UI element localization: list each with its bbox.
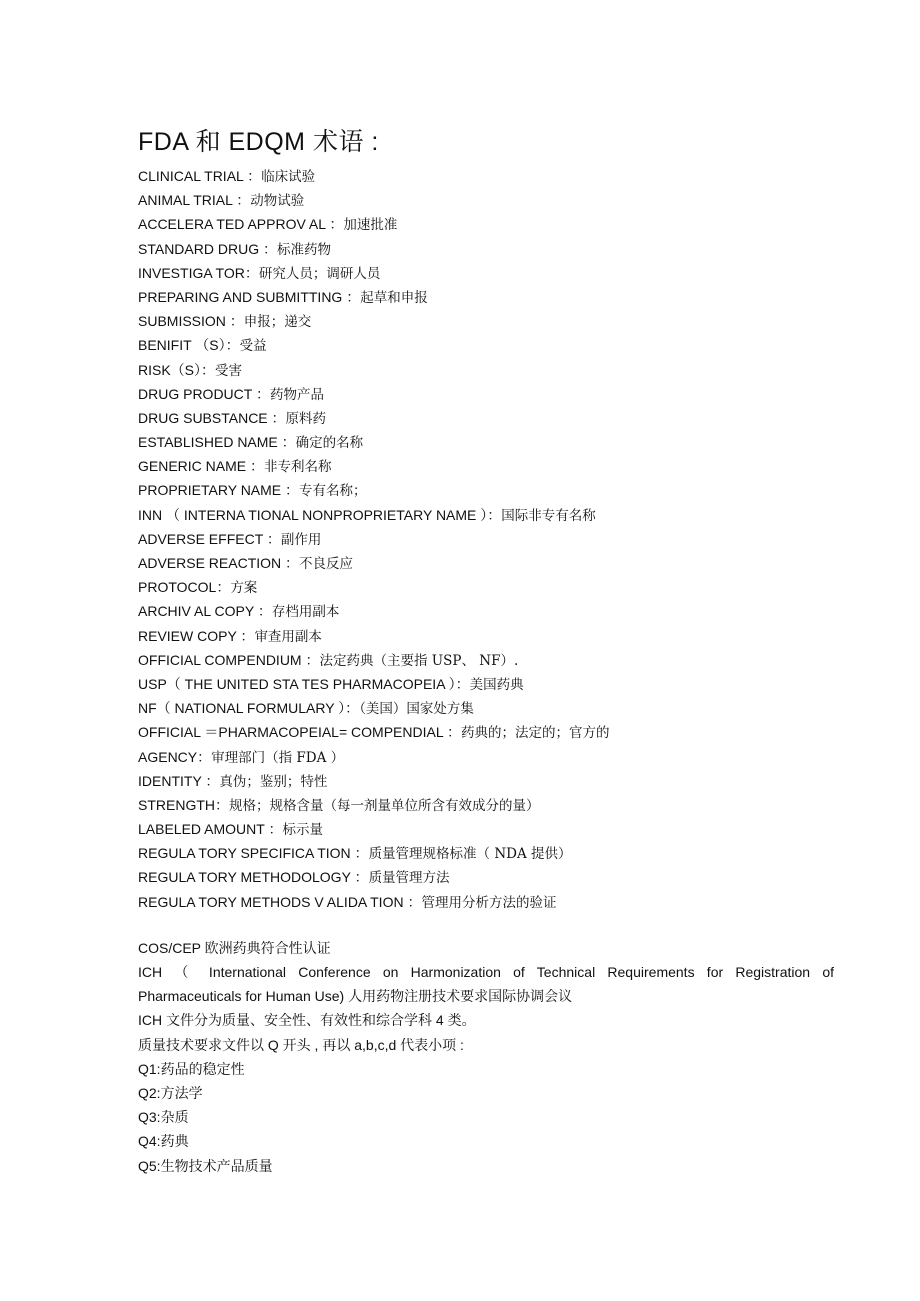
term-en: DRUG PRODUCT ： [138, 385, 270, 402]
term-zh: 法定药典（主要指 USP、 NF）. [319, 652, 519, 669]
term-row [138, 309, 838, 333]
term-en: CLINICAL TRIAL ： [138, 168, 262, 184]
term-zh: 受益 [239, 338, 267, 355]
term-row [138, 333, 838, 357]
term-row [138, 841, 838, 865]
term-en: ACCELERA TED APPROV AL ： [138, 216, 344, 233]
term-zh: 方案 [230, 580, 258, 597]
page-title: FDA 和 EDQM 术语 : [138, 128, 379, 156]
term-zh: 副作用 [280, 531, 322, 548]
term-row [138, 696, 838, 720]
list-item: Q1:药品的稳定性 [138, 1060, 245, 1077]
term-row [138, 406, 838, 430]
term-zh: 药物产品 [269, 386, 324, 403]
term-en: REGULA TORY METHODOLOGY ： [138, 869, 369, 886]
term-zh: 加速批准 [343, 217, 398, 234]
term-zh: 原料药 [285, 410, 327, 427]
term-list [138, 164, 838, 914]
term-row [138, 188, 838, 212]
term-en: NF（ NATIONAL FORMULARY ）： [138, 700, 360, 717]
term-row [138, 817, 838, 841]
term-en: USP（ THE UNITED STA TES PHARMACOPEIA ）： [138, 675, 470, 692]
term-row [138, 237, 838, 261]
term-en: PREPARING AND SUBMITTING ： [138, 288, 361, 305]
term-row [138, 720, 838, 744]
ich-categories-line: ICH 文件分为质量、安全性、有效性和综合学科 4 类。 [138, 1012, 476, 1029]
term-en: LABELED AMOUNT ： [138, 821, 283, 838]
term-en: ESTABLISHED NAME ： [138, 434, 296, 451]
term-en: AGENCY： [138, 748, 212, 765]
list-item: Q3:杂质 [138, 1109, 189, 1126]
list-item: Q4:药典 [138, 1133, 189, 1150]
term-en: OFFICIAL COMPENDIUM ： [138, 651, 320, 668]
list-item: Q5:生物技术产品质量 [138, 1157, 273, 1174]
term-row [138, 745, 838, 769]
term-en: OFFICIAL ＝PHARMACOPEIAL= COMPENDIAL ： [138, 724, 461, 741]
term-en: IDENTITY ： [138, 772, 220, 789]
term-zh: 存档用副本 [271, 604, 340, 621]
term-row [138, 672, 838, 696]
term-en: ADVERSE EFFECT ： [138, 530, 281, 547]
term-zh: 质量管理方法 [368, 870, 450, 887]
term-en: RISK（S）： [138, 361, 216, 378]
term-row [138, 648, 838, 672]
cos-cep-line: COS/CEP 欧洲药典符合性认证 [138, 939, 331, 956]
term-zh: 国际非专有名称 [501, 507, 596, 524]
term-row [138, 865, 838, 889]
term-zh: 非专利名称 [264, 459, 332, 476]
term-zh: 规格；规格含量（每一剂量单位所含有效成分的量） [229, 797, 540, 814]
term-en: REGULA TORY METHODS V ALIDA TION ： [138, 893, 422, 910]
term-en: PROPRIETARY NAME ： [138, 482, 300, 499]
term-zh: 起草和申报 [360, 289, 428, 306]
term-en: SUBMISSION ： [138, 313, 244, 330]
term-zh: 申报；递交 [243, 314, 312, 331]
term-en: STRENGTH： [138, 796, 229, 813]
term-zh: 标示量 [282, 822, 323, 839]
term-zh: 审理部门（指 FDA ） [211, 749, 345, 766]
document-page [138, 120, 838, 1178]
term-row [138, 261, 838, 285]
term-row [138, 527, 838, 551]
term-row [138, 285, 838, 309]
section-spacer [138, 914, 838, 936]
q-item-list [138, 1057, 838, 1178]
quality-intro-line: 质量技术要求文件以 Q 开头 , 再以 a,b,c,d 代表小项 : [138, 1036, 464, 1053]
term-zh: 不良反应 [299, 556, 354, 572]
term-zh: 标准药物 [276, 241, 331, 258]
term-row [138, 575, 838, 599]
term-zh: （美国）国家处方集 [359, 701, 474, 718]
term-row [138, 478, 838, 502]
term-row [138, 551, 838, 575]
term-zh: 受害 [215, 362, 243, 379]
term-en: DRUG SUBSTANCE ： [138, 409, 286, 426]
term-zh: 管理用分析方法的验证 [421, 894, 557, 911]
term-zh: 确定的名称 [295, 435, 364, 452]
term-zh: 真伪；鉴别；特性 [219, 773, 328, 790]
term-row [138, 599, 838, 623]
term-zh: 研究人员；调研人员 [258, 265, 381, 282]
term-en: ARCHIV AL COPY ： [138, 603, 272, 620]
term-row [138, 890, 838, 914]
term-en: BENIFIT （S）： [138, 337, 240, 354]
term-en: STANDARD DRUG ： [138, 240, 277, 257]
term-row [138, 430, 838, 454]
term-zh: 美国药典 [469, 676, 524, 693]
term-zh: 药典的；法定的；官方的 [460, 725, 610, 742]
term-row [138, 769, 838, 793]
term-row [138, 358, 838, 382]
term-en: INN （ INTERNA TIONAL NONPROPRIETARY NAME ）： [138, 506, 502, 523]
term-en: GENERIC NAME ： [138, 458, 265, 475]
term-row [138, 212, 838, 236]
list-item: Q2:方法学 [138, 1085, 203, 1102]
ich-definition-line: ICH （ International Conference on Harmonization of Technical Requirements for Registration of [138, 964, 834, 981]
term-row [138, 454, 838, 478]
term-zh: 动物试验 [250, 193, 305, 210]
term-zh: 专有名称； [299, 483, 367, 500]
term-en: PROTOCOL： [138, 579, 231, 596]
term-zh: 临床试验 [261, 169, 316, 185]
term-en: ANIMAL TRIAL ： [138, 192, 251, 209]
term-en: ADVERSE REACTION ： [138, 555, 300, 571]
term-zh: 审查用副本 [254, 628, 322, 645]
term-row [138, 503, 838, 527]
term-en: INVESTIGA TOR： [138, 264, 259, 281]
ich-definition-continuation: Pharmaceuticals for Human Use) 人用药物注册技术要求国际协调会议 [138, 988, 573, 1005]
term-en: REGULA TORY SPECIFICA TION ： [138, 845, 369, 862]
term-row [138, 793, 838, 817]
term-zh: 质量管理规格标准（ NDA 提供） [368, 846, 572, 863]
term-row [138, 164, 838, 188]
term-en: REVIEW COPY ： [138, 627, 255, 644]
term-row [138, 382, 838, 406]
term-row [138, 624, 838, 648]
